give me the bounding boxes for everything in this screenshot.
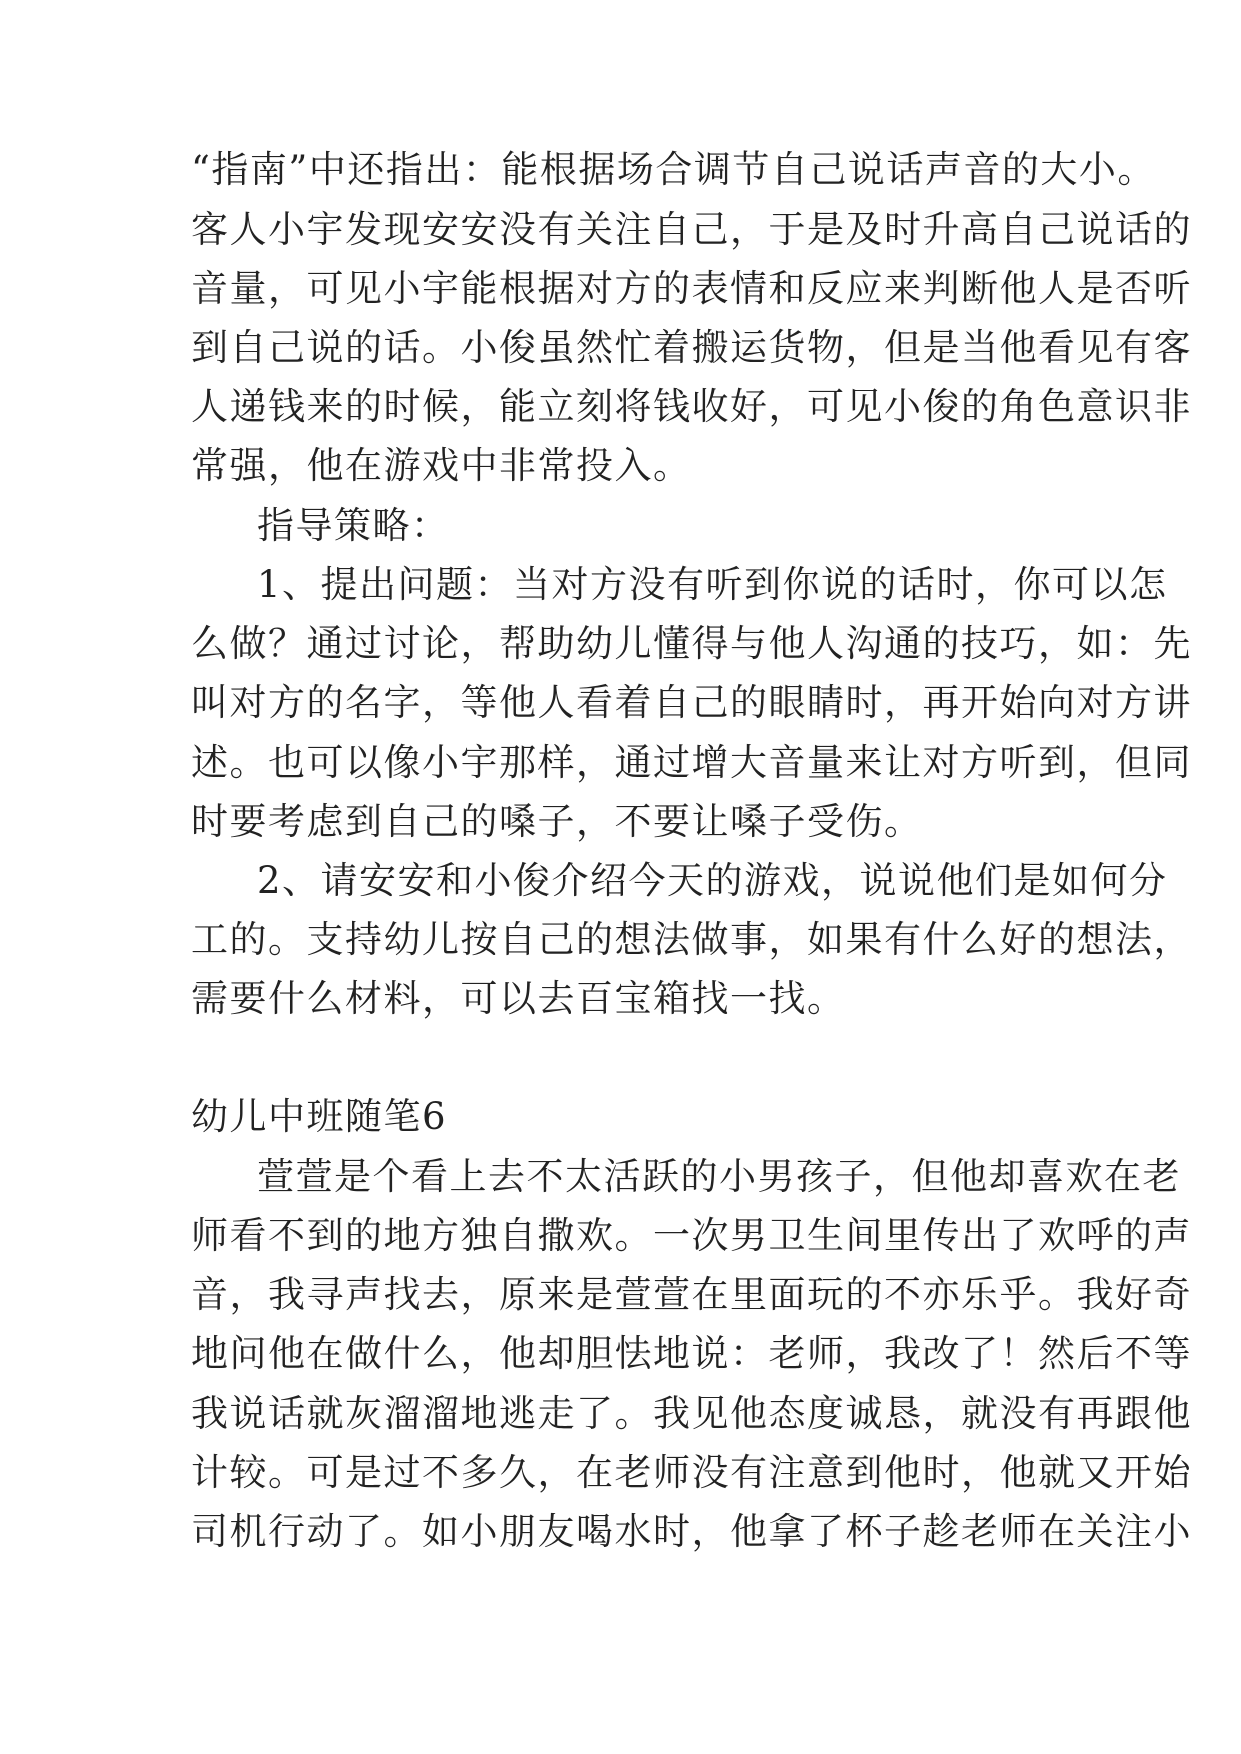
text-line: “指南”中还指出：能根据场合调节自己说话声音的大小。 — [191, 148, 1156, 191]
text-line: 述。也可以像小宇那样，通过增大音量来让对方听到，但同 — [191, 741, 1192, 784]
text-line: 客人小宇发现安安没有关注自己，于是及时升高自己说话的 — [191, 208, 1192, 251]
text-line: 常强，他在游戏中非常投入。 — [191, 444, 692, 487]
text-line: 我说话就灰溜溜地逃走了。我见他态度诚恳，就没有再跟他 — [191, 1392, 1192, 1435]
text-line: 地问他在做什么，他却胆怯地说：老师，我改了！然后不等 — [191, 1332, 1192, 1375]
text-line: 么做？通过讨论，帮助幼儿懂得与他人沟通的技巧，如：先 — [191, 622, 1192, 665]
text-line: 时要考虑到自己的嗓子，不要让嗓子受伤。 — [191, 800, 923, 843]
section-title: 幼儿中班随笔6 — [191, 1095, 448, 1138]
text-line: 需要什么材料，可以去百宝箱找一找。 — [191, 977, 846, 1020]
text-line: 叫对方的名字，等他人看着自己的眼睛时，再开始向对方讲 — [191, 681, 1192, 724]
section-heading: 指导策略： — [257, 504, 450, 547]
text-line: 计较。可是过不多久，在老师没有注意到他时，他就又开始 — [191, 1451, 1192, 1494]
text-line: 音量，可见小宇能根据对方的表情和反应来判断他人是否听 — [191, 267, 1192, 310]
text-line: 到自己说的话。小俊虽然忙着搬运货物，但是当他看见有客 — [191, 326, 1192, 369]
text-line: 1、提出问题：当对方没有听到你说的话时，你可以怎 — [257, 563, 1168, 606]
text-line: 师看不到的地方独自撒欢。一次男卫生间里传出了欢呼的声 — [191, 1214, 1192, 1257]
text-line: 工的。支持幼儿按自己的想法做事，如果有什么好的想法， — [191, 918, 1192, 961]
text-line: 人递钱来的时候，能立刻将钱收好，可见小俊的角色意识非 — [191, 385, 1192, 428]
text-line: 音，我寻声找去，原来是萱萱在里面玩的不亦乐乎。我好奇 — [191, 1273, 1192, 1316]
text-line: 萱萱是个看上去不太活跃的小男孩子，但他却喜欢在老 — [257, 1155, 1181, 1198]
text-line: 司机行动了。如小朋友喝水时，他拿了杯子趁老师在关注小 — [191, 1510, 1192, 1553]
text-line: 2、请安安和小俊介绍今天的游戏，说说他们是如何分 — [257, 859, 1168, 902]
